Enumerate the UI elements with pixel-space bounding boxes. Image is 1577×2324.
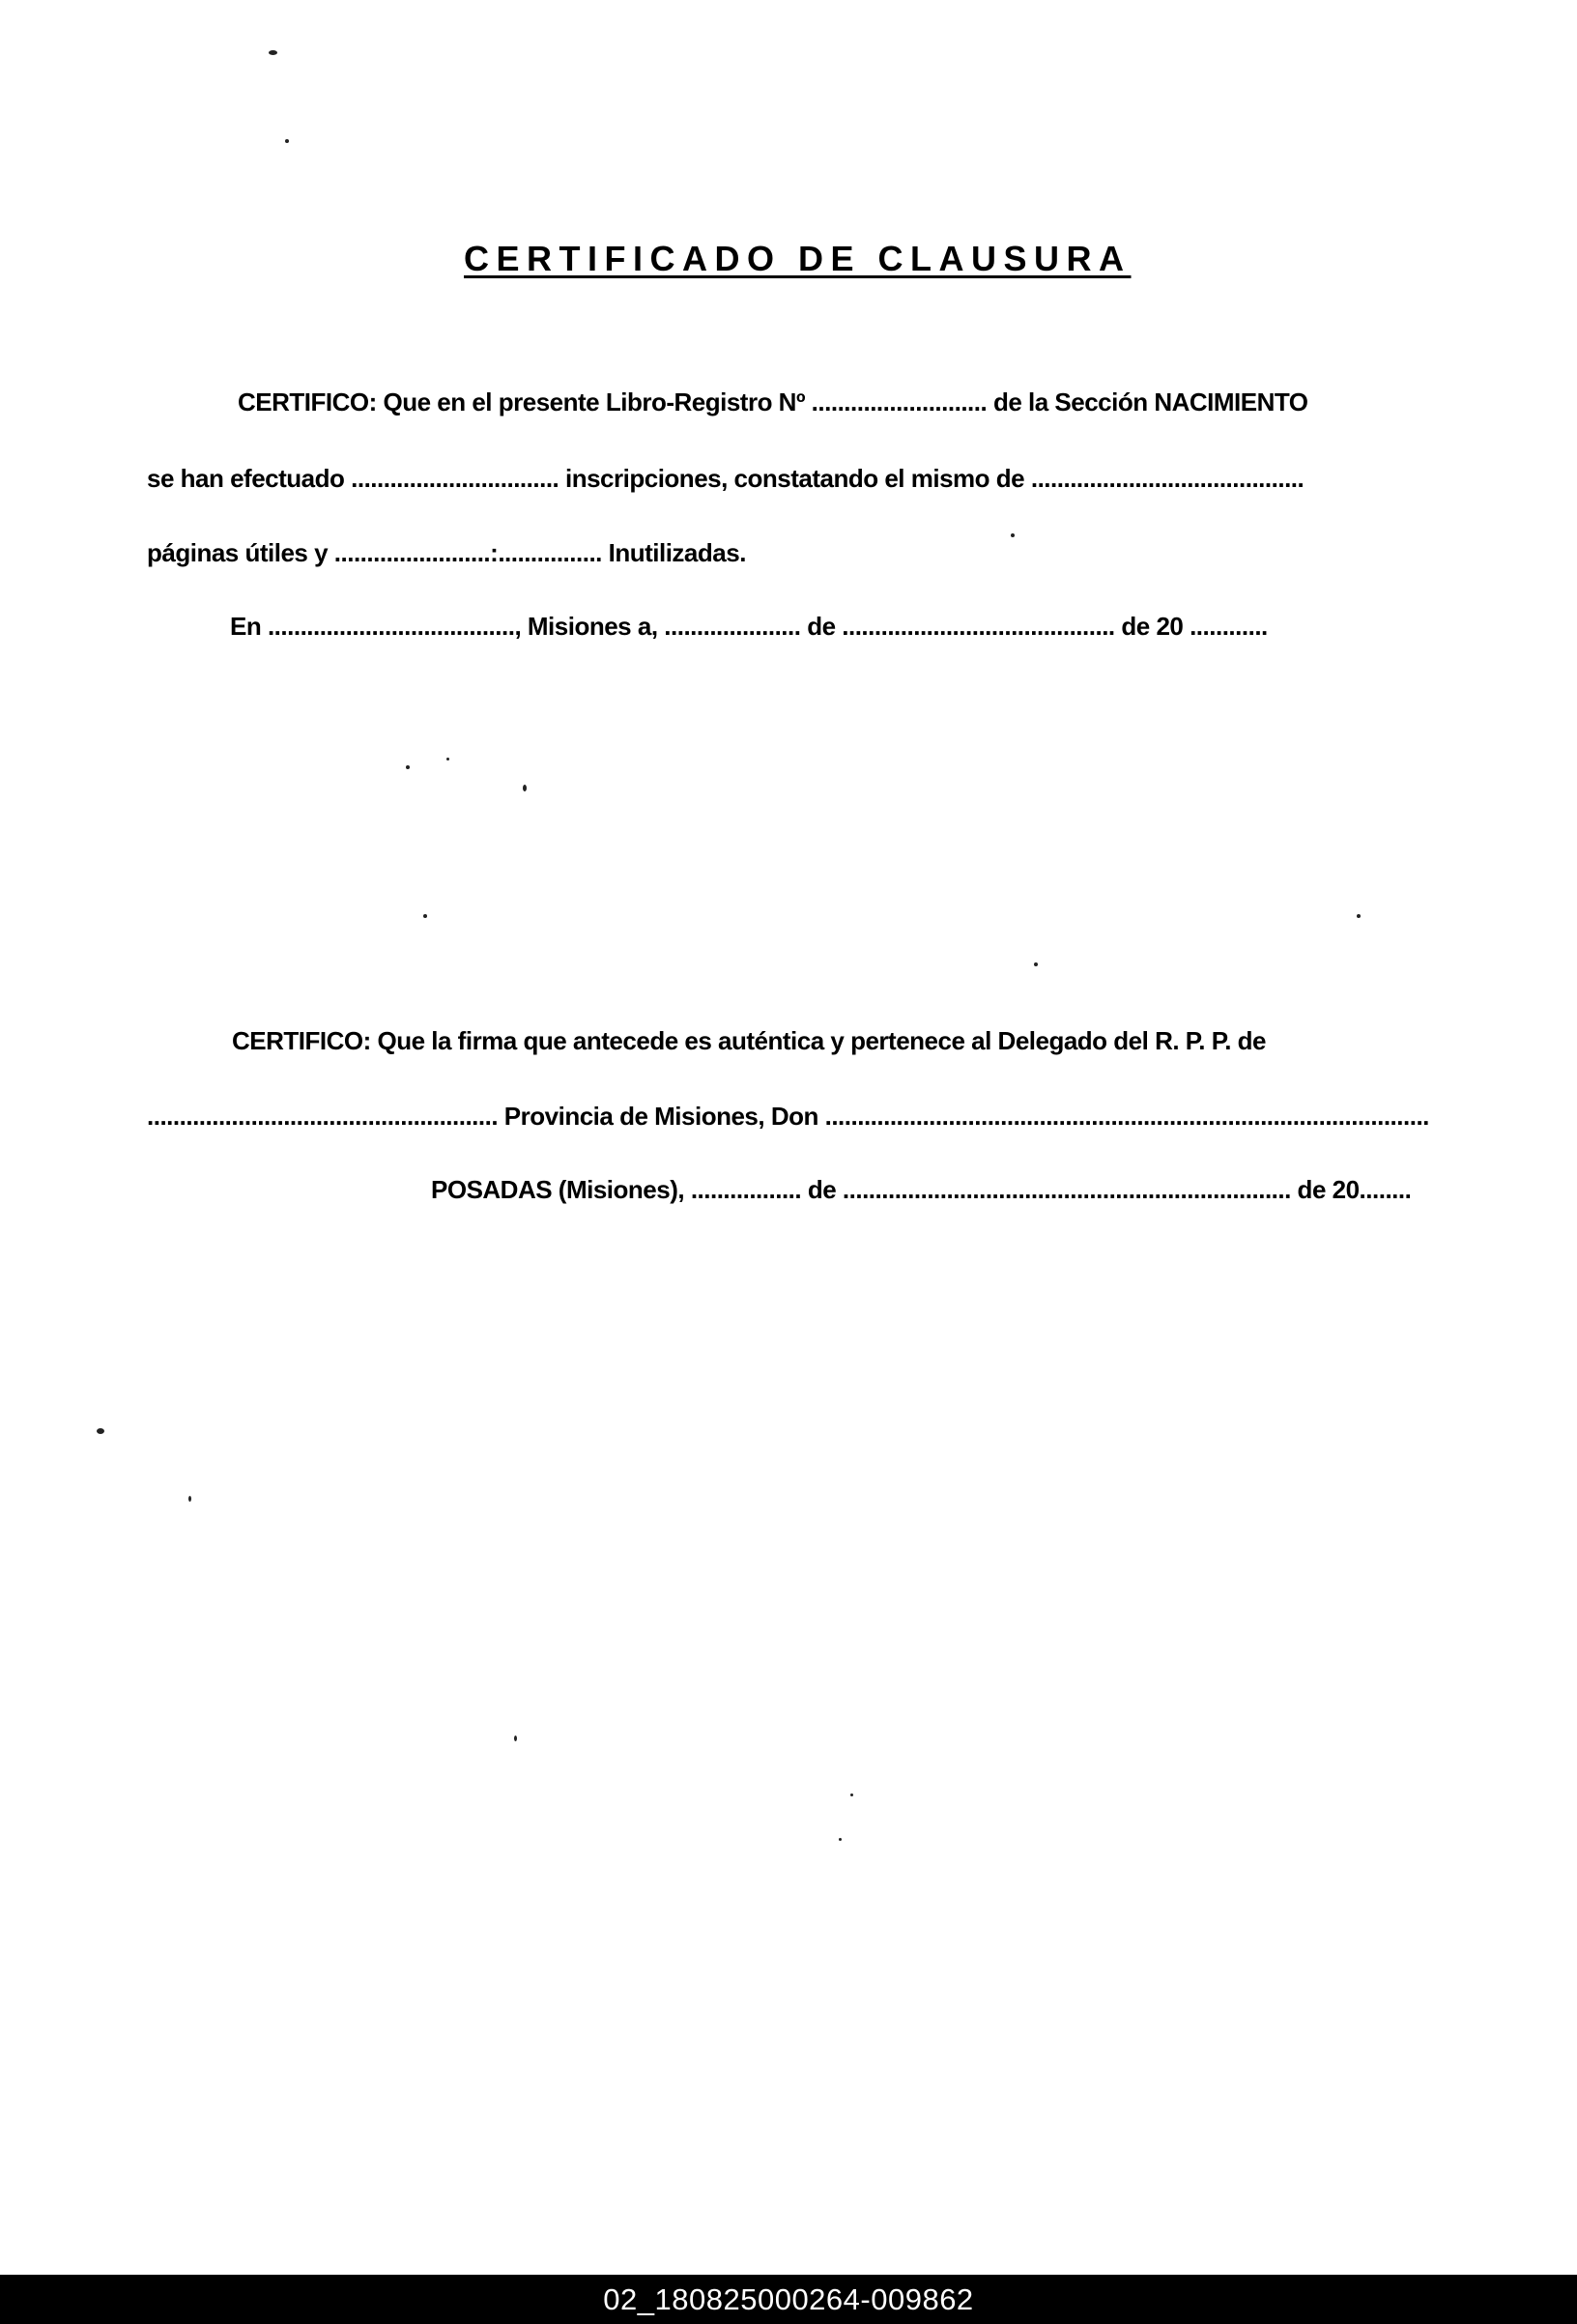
scan-speck [514,1736,517,1741]
certificate-title: CERTIFICADO DE CLAUSURA [464,239,1132,278]
scan-identifier-bar: 02_180825000264-009862 [0,2275,1577,2324]
first-certificate-line-3: páginas útiles y ........................:................ Inutilizadas. [147,538,746,567]
scan-speck [285,139,289,143]
first-certificate-line-1: CERTIFICO: Que en el presente Libro-Registro Nº ........................... de la Sección NACIMIENTO [238,387,1308,416]
scan-speck [1034,962,1038,966]
scan-speck [1011,533,1015,537]
scan-speck [269,50,277,55]
first-certificate-line-2: se han efectuado ................................ inscripciones, constatando el mismo de .......................................... [147,464,1305,493]
second-certificate-line-3: POSADAS (Misiones), ................. de ..................................................................... de 20........ [431,1175,1412,1204]
scan-speck [850,1793,853,1796]
scan-speck [423,914,427,918]
scan-speck [406,765,410,769]
second-certificate-line-1: CERTIFICO: Que la firma que antecede es auténtica y pertenece al Delegado del R. P. P. de [232,1026,1267,1055]
scan-speck [1357,914,1361,918]
scan-speck [446,758,449,760]
second-certificate-line-2: ...................................................... Provincia de Misiones, Don ............................................................................................. [147,1102,1429,1131]
scan-speck [839,1838,842,1841]
scan-speck [523,785,527,791]
scan-speck [97,1428,104,1434]
first-certificate-line-4: En ......................................, Misiones a, ..................... de .......................................... de 20 ............ [230,612,1268,641]
scan-speck [188,1496,191,1502]
